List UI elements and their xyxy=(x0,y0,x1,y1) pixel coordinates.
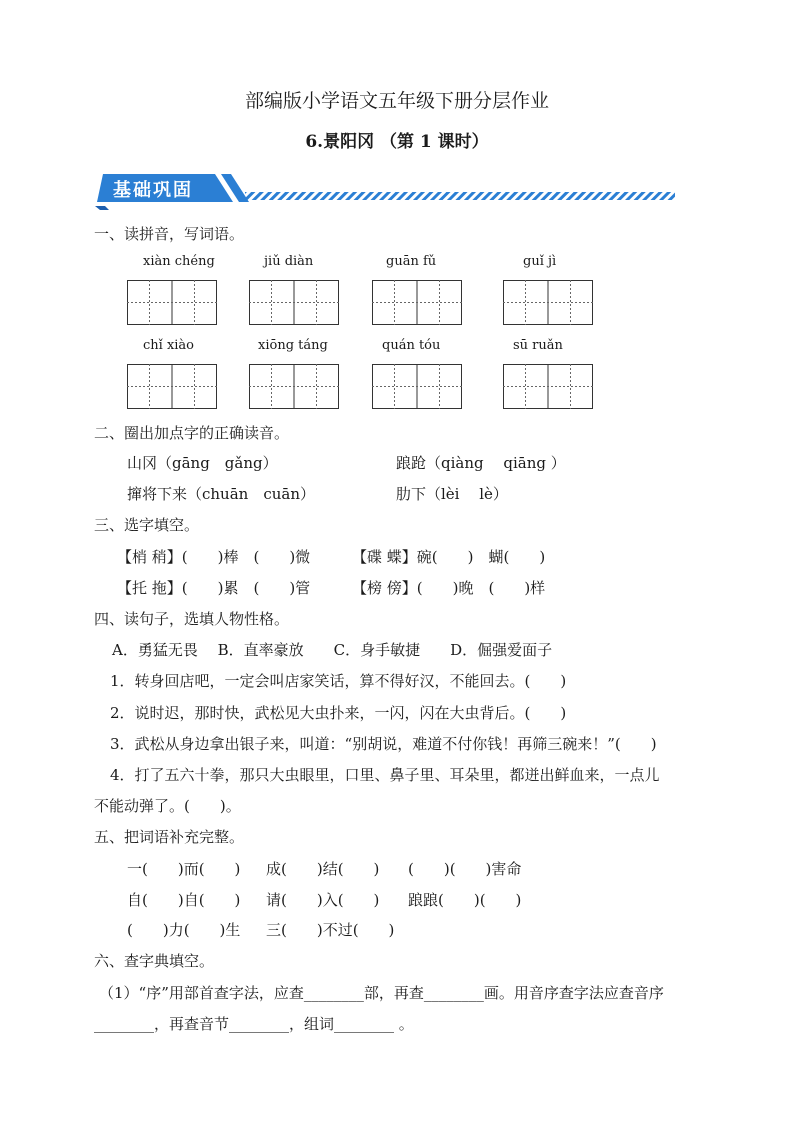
q6-line-2: ________，再查音节________，组词________ 。 xyxy=(94,1015,414,1033)
q4-item: 3．武松从身边拿出银子来，叫道：“别胡说，难道不付你钱！再筛三碗来！”( ) xyxy=(110,735,657,753)
writing-grid[interactable] xyxy=(503,280,593,325)
lesson-subtitle: 6.景阳冈 （第 1 课时） xyxy=(305,132,489,152)
banner-label: 基础巩固 xyxy=(113,180,193,201)
pinyin-6: xiōng táng xyxy=(258,338,328,353)
pinyin-2: jiǔ diàn xyxy=(264,254,314,269)
q2-item: 肋下（lèi lè） xyxy=(396,485,508,503)
writing-grid[interactable] xyxy=(372,280,462,325)
q5-cell: ( )力( )生 xyxy=(127,921,241,939)
q4-item: 2．说时迟，那时快，武松见大虫扑来，一闪，闪在大虫背后。( ) xyxy=(110,704,567,722)
q5-cell: 成( )结( ) xyxy=(266,860,380,878)
pinyin-5: chǐ xiào xyxy=(143,338,195,353)
q5-heading: 五、把词语补充完整。 xyxy=(94,828,245,846)
q3-line: 【托 拖】( )累 ( )管 xyxy=(117,579,311,597)
q4-item: 1．转身回店吧，一定会叫店家笑话，算不得好汉，不能回去。( ) xyxy=(110,672,567,690)
q3-heading: 三、选字填空。 xyxy=(94,516,200,534)
q5-cell: 请( )入( ) xyxy=(266,891,380,909)
pinyin-4: guǐ jì xyxy=(523,254,557,269)
page-title: 部编版小学语文五年级下册分层作业 xyxy=(244,90,549,112)
writing-grid[interactable] xyxy=(127,364,217,409)
q5-cell: 自( )自( ) xyxy=(127,891,241,909)
q1-heading: 一、读拼音，写词语。 xyxy=(94,225,245,243)
q3-line: 【榜 傍】( )晚 ( )样 xyxy=(352,579,546,597)
q4-options: A．勇猛无畏 B．直率豪放 C．身手敏捷 D．倔强爱面子 xyxy=(112,641,553,659)
q6-line-1: （1）“序”用部首查字法，应查________部，再查________画。用音序查字法应查音序 xyxy=(99,984,664,1002)
q2-item: 山冈（gāng gǎng） xyxy=(127,454,278,472)
section-banner xyxy=(95,170,680,210)
writing-grid[interactable] xyxy=(249,364,339,409)
q5-cell: 踉踉( )( ) xyxy=(408,891,522,909)
pinyin-3: guān fǔ xyxy=(386,254,437,269)
writing-grid[interactable] xyxy=(372,364,462,409)
q2-heading: 二、圈出加点字的正确读音。 xyxy=(94,424,290,442)
q4-item-continued: 不能动弹了。( )。 xyxy=(94,797,241,815)
q2-item: 踉跄（qiàng qiāng ） xyxy=(396,454,566,472)
pinyin-7: quán tóu xyxy=(382,338,441,353)
pinyin-1: xiàn chéng xyxy=(143,254,215,269)
q3-line: 【梢 稍】( )棒 ( )微 xyxy=(117,548,311,566)
q2-item: 撺将下来（chuān cuān） xyxy=(127,485,315,503)
writing-grid[interactable] xyxy=(249,280,339,325)
q4-item: 4．打了五六十拳，那只大虫眼里，口里、鼻子里、耳朵里，都迸出鲜血来，一点儿 xyxy=(110,766,660,784)
q3-line: 【碟 蝶】碗( ) 蝴( ) xyxy=(352,548,546,566)
writing-grid[interactable] xyxy=(127,280,217,325)
q5-cell: ( )( )害命 xyxy=(408,860,522,878)
q4-heading: 四、读句子，选填人物性格。 xyxy=(94,610,290,628)
writing-grid[interactable] xyxy=(503,364,593,409)
q5-cell: 一( )而( ) xyxy=(127,860,241,878)
pinyin-8: sū ruǎn xyxy=(513,338,563,353)
q5-cell: 三( )不过( ) xyxy=(266,921,395,939)
q6-heading: 六、查字典填空。 xyxy=(94,952,215,970)
